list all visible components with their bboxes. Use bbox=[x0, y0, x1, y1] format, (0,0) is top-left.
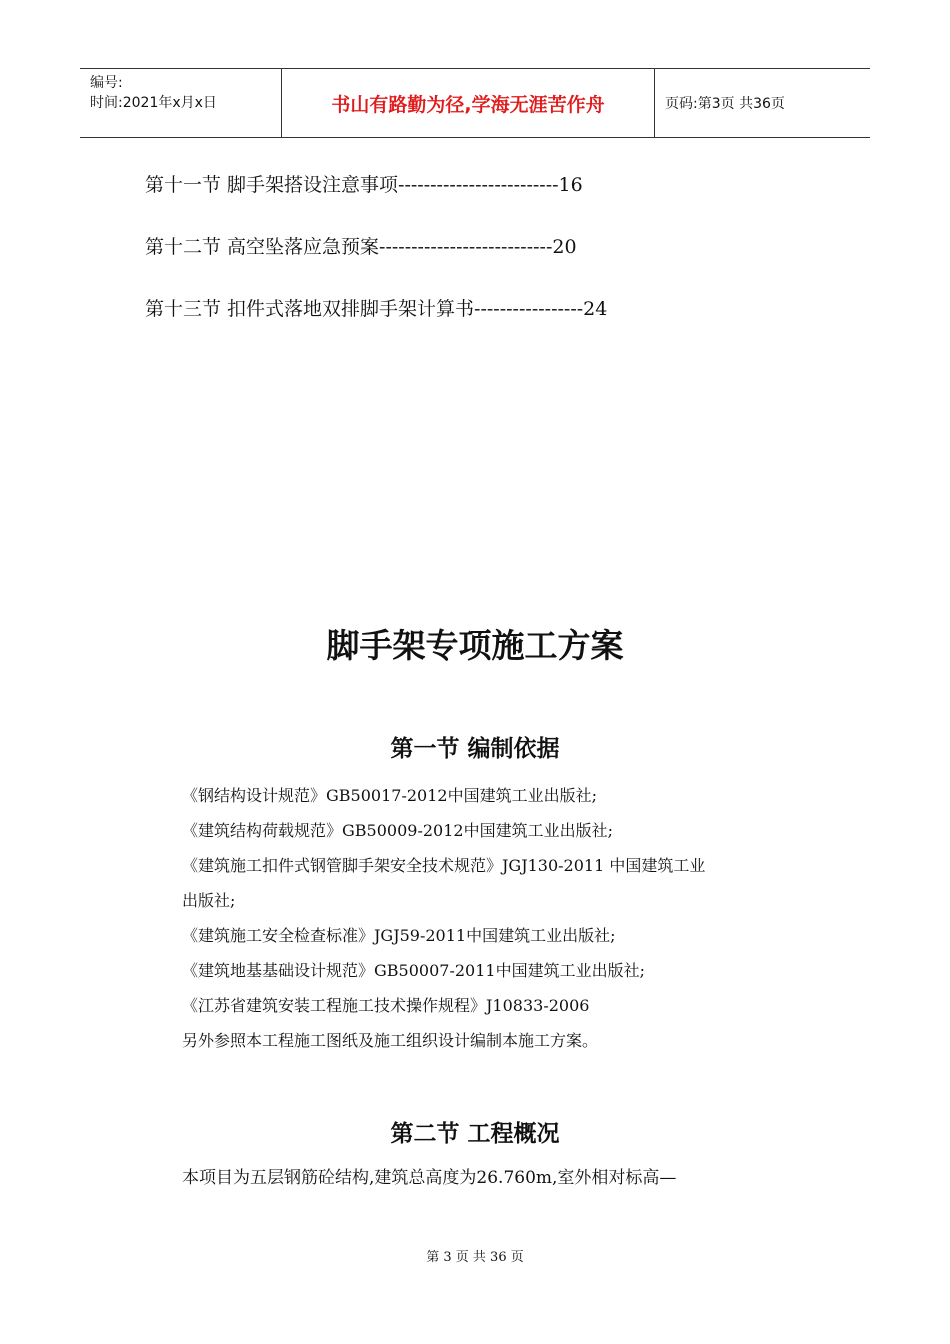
toc-item[interactable]: 第十一节 脚手架搭设注意事项-------------------------16 bbox=[145, 174, 583, 196]
page-footer: 第 3 页 共 36 页 bbox=[426, 1250, 524, 1265]
section2-paragraph: 本项目为五层钢筋砼结构,建筑总高度为26.760m,室外相对标高— bbox=[182, 1168, 677, 1188]
header-meta bbox=[80, 69, 282, 137]
reference-item: 另外参照本工程施工图纸及施工组织设计编制本施工方案。 bbox=[182, 1031, 599, 1050]
table-of-contents bbox=[145, 170, 765, 356]
document-title: 脚手架专项施工方案 bbox=[326, 626, 624, 665]
serial-label: 编号: bbox=[90, 75, 123, 91]
header-motto: 书山有路勤为径,学海无涯苦作舟 bbox=[282, 69, 655, 137]
toc-item[interactable]: 第十二节 高空坠落应急预案---------------------------20 bbox=[145, 236, 577, 258]
reference-item: 出版社; bbox=[182, 891, 236, 910]
toc-item[interactable]: 第十三节 扣件式落地双排脚手架计算书-----------------24 bbox=[145, 298, 608, 320]
reference-item: 《建筑施工扣件式钢管脚手架安全技术规范》JGJ130-2011 中国建筑工业 bbox=[182, 856, 706, 875]
page-header bbox=[80, 68, 870, 138]
reference-item: 《建筑地基基础设计规范》GB50007-2011中国建筑工业出版社; bbox=[182, 961, 645, 980]
reference-item: 《建筑施工安全检查标准》JGJ59-2011中国建筑工业出版社; bbox=[182, 926, 616, 945]
header-page-info: 页码:第3页 共36页 bbox=[665, 96, 785, 112]
time-label: 时间:2021年x月x日 bbox=[90, 95, 217, 111]
reference-list bbox=[182, 778, 822, 1058]
reference-item: 《建筑结构荷载规范》GB50009-2012中国建筑工业出版社; bbox=[182, 821, 613, 840]
reference-item: 《江苏省建筑安装工程施工技术操作规程》J10833-2006 bbox=[182, 996, 590, 1015]
reference-item: 《钢结构设计规范》GB50017-2012中国建筑工业出版社; bbox=[182, 786, 597, 805]
section1-heading: 第一节 编制依据 bbox=[390, 736, 560, 762]
section2-heading: 第二节 工程概况 bbox=[390, 1121, 560, 1147]
